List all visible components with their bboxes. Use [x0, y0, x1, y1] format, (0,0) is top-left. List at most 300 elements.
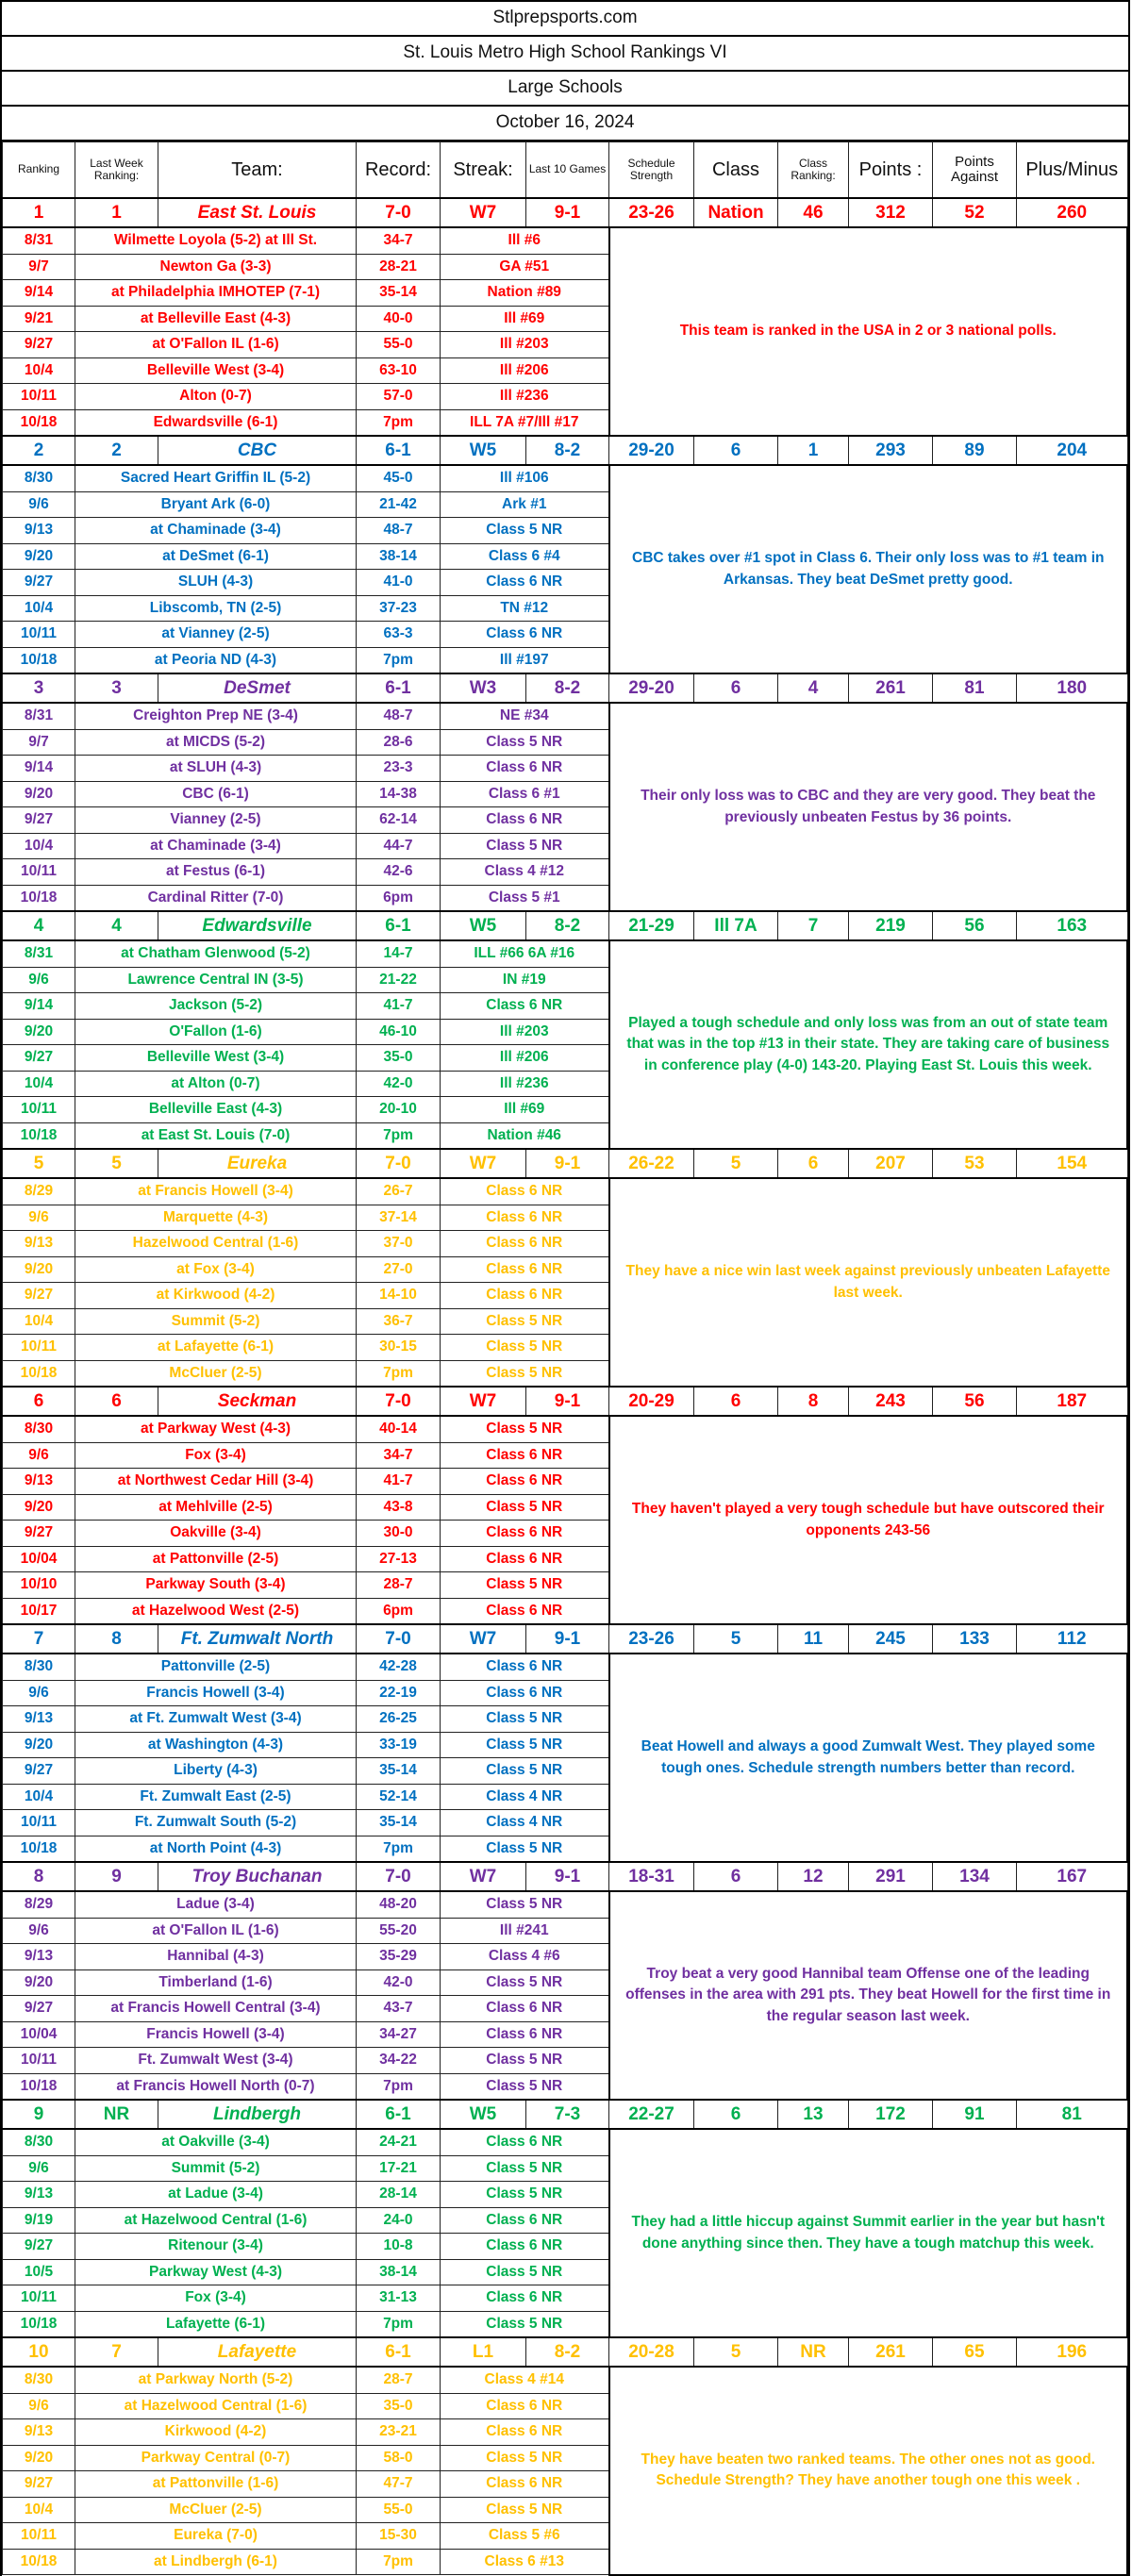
- game-opponent: at Alton (0-7): [75, 1071, 357, 1097]
- game-date: 9/20: [3, 1256, 75, 1283]
- game-date: 9/20: [3, 543, 75, 570]
- game-opponent: at Kirkwood (4-2): [75, 1283, 357, 1309]
- game-opponent: at Philadelphia IMHOTEP (7-1): [75, 280, 357, 307]
- class-ranking: 46: [778, 198, 849, 227]
- site-name: Stlprepsports.com: [2, 0, 1128, 37]
- class-ranking: 12: [778, 1862, 849, 1891]
- game-score: 44-7: [357, 833, 441, 859]
- opponent-rank: Class 6 NR: [441, 2207, 609, 2234]
- opponent-rank: Nation #89: [441, 280, 609, 307]
- game-opponent: Summit (5-2): [75, 1308, 357, 1335]
- game-score: 28-7: [357, 1572, 441, 1599]
- game-row: [3, 1891, 1128, 1918]
- game-date: 9/27: [3, 2234, 75, 2260]
- game-score: 57-0: [357, 384, 441, 410]
- points-for: 291: [849, 1862, 933, 1891]
- team-note: Played a tough schedule and only loss was from an out of state team that was in the top #13 in their state. They are taking care of business in conference play (4-0) 143-20. Playing East St. Louis this week.: [609, 940, 1128, 1149]
- game-date: 10/4: [3, 595, 75, 622]
- game-opponent: Hazelwood Central (1-6): [75, 1231, 357, 1257]
- team-class: 5: [694, 1149, 778, 1178]
- game-score: 30-15: [357, 1335, 441, 1361]
- col-plus-minus: Plus/Minus: [1017, 142, 1128, 199]
- team-name: CBC: [158, 436, 357, 465]
- game-date: 9/6: [3, 2393, 75, 2419]
- opponent-rank: Class 5 NR: [441, 1706, 609, 1733]
- game-date: 9/13: [3, 1231, 75, 1257]
- team-class: Ill 7A: [694, 911, 778, 940]
- game-opponent: Sacred Heart Griffin IL (5-2): [75, 465, 357, 491]
- game-date: 9/6: [3, 1205, 75, 1231]
- team-streak: W7: [441, 1387, 526, 1416]
- game-score: 26-7: [357, 1178, 441, 1205]
- last-10-games: 8-2: [526, 2337, 609, 2367]
- game-date: 9/20: [3, 1969, 75, 1996]
- game-date: 8/31: [3, 227, 75, 254]
- team-summary-row: [3, 436, 1128, 465]
- opponent-rank: Class 5 #1: [441, 885, 609, 911]
- game-score: 15-30: [357, 2523, 441, 2550]
- points-for: 312: [849, 198, 933, 227]
- class-ranking: 4: [778, 673, 849, 703]
- game-date: 10/11: [3, 859, 75, 886]
- game-opponent: Parkway West (4-3): [75, 2259, 357, 2285]
- last-10-games: 9-1: [526, 1624, 609, 1654]
- team-class: 6: [694, 436, 778, 465]
- game-score: 34-7: [357, 227, 441, 254]
- points-against: 56: [933, 1387, 1017, 1416]
- opponent-rank: Class 6 #1: [441, 781, 609, 807]
- last-week-ranking: 5: [75, 1149, 158, 1178]
- opponent-rank: Class 6 NR: [441, 756, 609, 782]
- game-opponent: SLUH (4-3): [75, 570, 357, 596]
- game-date: 9/6: [3, 2155, 75, 2182]
- game-date: 9/20: [3, 1732, 75, 1758]
- game-score: 24-21: [357, 2129, 441, 2155]
- game-score: 28-14: [357, 2182, 441, 2208]
- game-score: 22-19: [357, 1680, 441, 1706]
- col-last-week: Last Week Ranking:: [75, 142, 158, 199]
- game-score: 34-7: [357, 1442, 441, 1469]
- game-opponent: at Lafayette (6-1): [75, 1335, 357, 1361]
- opponent-rank: Ill #106: [441, 465, 609, 491]
- game-opponent: Wilmette Loyola (5-2) at Ill St.: [75, 227, 357, 254]
- game-opponent: Creighton Prep NE (3-4): [75, 703, 357, 729]
- game-score: 26-25: [357, 1706, 441, 1733]
- team-name: Eureka: [158, 1149, 357, 1178]
- points-for: 172: [849, 2100, 933, 2129]
- game-score: 6pm: [357, 885, 441, 911]
- game-score: 7pm: [357, 1122, 441, 1149]
- class-ranking: 6: [778, 1149, 849, 1178]
- team-class: 6: [694, 673, 778, 703]
- game-date: 9/27: [3, 2471, 75, 2498]
- game-date: 9/27: [3, 1758, 75, 1785]
- game-opponent: Ladue (3-4): [75, 1891, 357, 1918]
- game-date: 9/27: [3, 1283, 75, 1309]
- game-date: 10/18: [3, 885, 75, 911]
- opponent-rank: Class 5 NR: [441, 2073, 609, 2100]
- game-date: 9/14: [3, 280, 75, 307]
- last-week-ranking: 8: [75, 1624, 158, 1654]
- game-row: [3, 1178, 1128, 1205]
- opponent-rank: Ill #197: [441, 647, 609, 673]
- game-date: 9/13: [3, 2182, 75, 2208]
- points-against: 56: [933, 911, 1017, 940]
- team-note: Troy beat a very good Hannibal team Offense one of the leading offenses in the area with 291 pts. They beat Howell for the first time in the regular season last week.: [609, 1891, 1128, 2100]
- class-ranking: 8: [778, 1387, 849, 1416]
- team-summary-row: [3, 1387, 1128, 1416]
- opponent-rank: Class 5 NR: [441, 2311, 609, 2337]
- points-against: 134: [933, 1862, 1017, 1891]
- game-date: 9/27: [3, 1045, 75, 1072]
- team-summary-row: [3, 2337, 1128, 2367]
- game-score: 7pm: [357, 647, 441, 673]
- game-opponent: at Chatham Glenwood (5-2): [75, 940, 357, 967]
- game-score: 17-21: [357, 2155, 441, 2182]
- team-summary-row: [3, 673, 1128, 703]
- opponent-rank: Class 6 NR: [441, 2393, 609, 2419]
- game-opponent: Belleville West (3-4): [75, 1045, 357, 1072]
- game-date: 9/20: [3, 1494, 75, 1521]
- opponent-rank: Class 5 NR: [441, 1891, 609, 1918]
- opponent-rank: Class 6 NR: [441, 2021, 609, 2048]
- game-date: 9/27: [3, 1521, 75, 1547]
- game-opponent: Pattonville (2-5): [75, 1654, 357, 1680]
- game-date: 10/10: [3, 1572, 75, 1599]
- game-opponent: Hannibal (4-3): [75, 1944, 357, 1970]
- game-row: [3, 227, 1128, 254]
- game-opponent: O'Fallon (1-6): [75, 1019, 357, 1045]
- game-score: 55-20: [357, 1918, 441, 1944]
- game-score: 58-0: [357, 2445, 441, 2471]
- opponent-rank: Ill #69: [441, 1097, 609, 1123]
- col-class: Class: [694, 142, 778, 199]
- game-date: 10/18: [3, 2073, 75, 2100]
- game-date: 10/18: [3, 1836, 75, 1862]
- game-score: 31-13: [357, 2285, 441, 2312]
- game-opponent: at Hazelwood West (2-5): [75, 1598, 357, 1624]
- last-10-games: 9-1: [526, 1387, 609, 1416]
- game-date: 9/14: [3, 993, 75, 1020]
- col-team: Team:: [158, 142, 357, 199]
- game-opponent: Ft. Zumwalt South (5-2): [75, 1810, 357, 1836]
- class-ranking: 11: [778, 1624, 849, 1654]
- last-week-ranking: 4: [75, 911, 158, 940]
- points-for: 219: [849, 911, 933, 940]
- game-date: 9/7: [3, 729, 75, 756]
- opponent-rank: Class 5 NR: [441, 729, 609, 756]
- game-score: 42-6: [357, 859, 441, 886]
- class-ranking: NR: [778, 2337, 849, 2367]
- opponent-rank: Class 6 NR: [441, 1546, 609, 1572]
- game-date: 8/30: [3, 1416, 75, 1442]
- game-opponent: at O'Fallon IL (1-6): [75, 1918, 357, 1944]
- game-date: 10/18: [3, 1360, 75, 1387]
- opponent-rank: Class 5 NR: [441, 1572, 609, 1599]
- game-score: 36-7: [357, 1308, 441, 1335]
- date-label: October 16, 2024: [2, 107, 1128, 141]
- game-date: 10/18: [3, 409, 75, 436]
- col-class-ranking: Class Ranking:: [778, 142, 849, 199]
- game-date: 10/18: [3, 1122, 75, 1149]
- game-date: 9/20: [3, 1019, 75, 1045]
- game-score: 34-22: [357, 2048, 441, 2074]
- game-opponent: at Lindbergh (6-1): [75, 2549, 357, 2575]
- game-date: 8/31: [3, 703, 75, 729]
- opponent-rank: Class 6 NR: [441, 2285, 609, 2312]
- col-streak: Streak:: [441, 142, 526, 199]
- game-score: 14-38: [357, 781, 441, 807]
- team-note: Their only loss was to CBC and they are very good. They beat the previously unbeaten Festus by 36 points.: [609, 703, 1128, 911]
- points-against: 65: [933, 2337, 1017, 2367]
- team-name: Seckman: [158, 1387, 357, 1416]
- last-week-ranking: 7: [75, 2337, 158, 2367]
- opponent-rank: Class 4 #12: [441, 859, 609, 886]
- game-date: 10/18: [3, 2311, 75, 2337]
- game-date: 9/20: [3, 2445, 75, 2471]
- team-streak: W3: [441, 673, 526, 703]
- team-summary-row: [3, 1862, 1128, 1891]
- last-week-ranking: 9: [75, 1862, 158, 1891]
- game-date: 10/4: [3, 1071, 75, 1097]
- opponent-rank: Class 5 #6: [441, 2523, 609, 2550]
- game-opponent: at Pattonville (2-5): [75, 1546, 357, 1572]
- game-opponent: Alton (0-7): [75, 384, 357, 410]
- schedule-strength: 18-31: [609, 1862, 694, 1891]
- game-opponent: McCluer (2-5): [75, 2497, 357, 2523]
- game-opponent: at Parkway North (5-2): [75, 2367, 357, 2393]
- game-score: 27-0: [357, 1256, 441, 1283]
- game-opponent: at Mehlville (2-5): [75, 1494, 357, 1521]
- game-score: 7pm: [357, 409, 441, 436]
- team-ranking: 6: [3, 1387, 75, 1416]
- schedule-strength: 22-27: [609, 2100, 694, 2129]
- game-opponent: at Chaminade (3-4): [75, 833, 357, 859]
- plus-minus: 167: [1017, 1862, 1128, 1891]
- opponent-rank: Class 6 NR: [441, 1469, 609, 1495]
- game-date: 9/13: [3, 518, 75, 544]
- game-date: 10/11: [3, 2285, 75, 2312]
- game-opponent: Belleville West (3-4): [75, 357, 357, 384]
- game-score: 48-7: [357, 518, 441, 544]
- game-opponent: at Ft. Zumwalt West (3-4): [75, 1706, 357, 1733]
- game-date: 9/27: [3, 1996, 75, 2022]
- game-score: 10-8: [357, 2234, 441, 2260]
- team-name: Lafayette: [158, 2337, 357, 2367]
- team-record: 7-0: [357, 198, 441, 227]
- game-score: 48-20: [357, 1891, 441, 1918]
- schedule-strength: 20-29: [609, 1387, 694, 1416]
- game-opponent: at Fox (3-4): [75, 1256, 357, 1283]
- game-date: 9/6: [3, 1680, 75, 1706]
- col-points: Points :: [849, 142, 933, 199]
- game-opponent: at O'Fallon IL (1-6): [75, 332, 357, 358]
- team-class: 6: [694, 2100, 778, 2129]
- team-record: 7-0: [357, 1862, 441, 1891]
- points-for: 207: [849, 1149, 933, 1178]
- game-opponent: Bryant Ark (6-0): [75, 491, 357, 518]
- page-title: St. Louis Metro High School Rankings VI: [2, 37, 1128, 72]
- team-ranking: 10: [3, 2337, 75, 2367]
- game-row: [3, 1654, 1128, 1680]
- opponent-rank: Class 5 NR: [441, 1758, 609, 1785]
- team-summary-row: [3, 198, 1128, 227]
- opponent-rank: Class 6 NR: [441, 2471, 609, 2498]
- game-score: 30-0: [357, 1521, 441, 1547]
- opponent-rank: Ark #1: [441, 491, 609, 518]
- game-date: 8/30: [3, 465, 75, 491]
- team-note: Beat Howell and always a good Zumwalt West. They played some tough ones. Schedule strength numbers better than record.: [609, 1654, 1128, 1862]
- game-score: 21-42: [357, 491, 441, 518]
- game-score: 45-0: [357, 465, 441, 491]
- team-class: 5: [694, 1624, 778, 1654]
- game-opponent: Edwardsville (6-1): [75, 409, 357, 436]
- game-opponent: at Ladue (3-4): [75, 2182, 357, 2208]
- team-class: 6: [694, 1387, 778, 1416]
- game-score: 28-7: [357, 2367, 441, 2393]
- game-score: 40-14: [357, 1416, 441, 1442]
- game-opponent: at Washington (4-3): [75, 1732, 357, 1758]
- game-score: 7pm: [357, 2073, 441, 2100]
- game-score: 43-7: [357, 1996, 441, 2022]
- opponent-rank: Class 5 NR: [441, 1494, 609, 1521]
- team-streak: W7: [441, 1862, 526, 1891]
- game-score: 14-10: [357, 1283, 441, 1309]
- game-opponent: at Belleville East (4-3): [75, 306, 357, 332]
- plus-minus: 81: [1017, 2100, 1128, 2129]
- opponent-rank: Class 5 NR: [441, 2155, 609, 2182]
- game-date: 9/13: [3, 1469, 75, 1495]
- opponent-rank: Class 5 NR: [441, 1416, 609, 1442]
- opponent-rank: Class 5 NR: [441, 1732, 609, 1758]
- game-opponent: Parkway South (3-4): [75, 1572, 357, 1599]
- team-streak: W7: [441, 1624, 526, 1654]
- last-week-ranking: 2: [75, 436, 158, 465]
- game-opponent: Ft. Zumwalt East (2-5): [75, 1784, 357, 1810]
- opponent-rank: Class 6 NR: [441, 622, 609, 648]
- game-opponent: Francis Howell (3-4): [75, 1680, 357, 1706]
- opponent-rank: Ill #69: [441, 306, 609, 332]
- game-score: 28-6: [357, 729, 441, 756]
- plus-minus: 196: [1017, 2337, 1128, 2367]
- opponent-rank: Ill #6: [441, 227, 609, 254]
- game-score: 41-7: [357, 993, 441, 1020]
- game-date: 10/17: [3, 1598, 75, 1624]
- game-date: 10/04: [3, 2021, 75, 2048]
- game-score: 62-14: [357, 807, 441, 834]
- points-for: 261: [849, 2337, 933, 2367]
- game-score: 14-7: [357, 940, 441, 967]
- game-score: 47-7: [357, 2471, 441, 2498]
- last-10-games: 9-1: [526, 198, 609, 227]
- last-week-ranking: NR: [75, 2100, 158, 2129]
- game-date: 10/4: [3, 1308, 75, 1335]
- game-opponent: Fox (3-4): [75, 1442, 357, 1469]
- game-date: 10/11: [3, 1335, 75, 1361]
- game-date: 10/4: [3, 357, 75, 384]
- team-ranking: 7: [3, 1624, 75, 1654]
- team-record: 7-0: [357, 1387, 441, 1416]
- plus-minus: 204: [1017, 436, 1128, 465]
- game-date: 9/27: [3, 570, 75, 596]
- team-ranking: 2: [3, 436, 75, 465]
- points-against: 53: [933, 1149, 1017, 1178]
- team-class: 5: [694, 2337, 778, 2367]
- game-date: 10/11: [3, 1810, 75, 1836]
- team-streak: W5: [441, 2100, 526, 2129]
- game-score: 42-28: [357, 1654, 441, 1680]
- last-10-games: 8-2: [526, 673, 609, 703]
- last-week-ranking: 3: [75, 673, 158, 703]
- game-date: 9/14: [3, 756, 75, 782]
- game-date: 10/4: [3, 1784, 75, 1810]
- last-week-ranking: 6: [75, 1387, 158, 1416]
- opponent-rank: Class 6 NR: [441, 807, 609, 834]
- game-score: 42-0: [357, 1071, 441, 1097]
- team-record: 6-1: [357, 673, 441, 703]
- opponent-rank: GA #51: [441, 254, 609, 280]
- game-date: 10/11: [3, 2523, 75, 2550]
- game-opponent: Belleville East (4-3): [75, 1097, 357, 1123]
- schedule-strength: 23-26: [609, 198, 694, 227]
- team-record: 6-1: [357, 2337, 441, 2367]
- team-note: This team is ranked in the USA in 2 or 3 national polls.: [609, 227, 1128, 436]
- game-opponent: Liberty (4-3): [75, 1758, 357, 1785]
- rankings-table: [2, 141, 1128, 2576]
- plus-minus: 187: [1017, 1387, 1128, 1416]
- team-name: Edwardsville: [158, 911, 357, 940]
- team-ranking: 4: [3, 911, 75, 940]
- team-ranking: 9: [3, 2100, 75, 2129]
- game-score: 20-10: [357, 1097, 441, 1123]
- game-date: 10/11: [3, 1097, 75, 1123]
- game-date: 8/29: [3, 1178, 75, 1205]
- plus-minus: 260: [1017, 198, 1128, 227]
- game-opponent: Ft. Zumwalt West (3-4): [75, 2048, 357, 2074]
- last-10-games: 8-2: [526, 911, 609, 940]
- last-10-games: 7-3: [526, 2100, 609, 2129]
- class-ranking: 13: [778, 2100, 849, 2129]
- opponent-rank: Ill #203: [441, 1019, 609, 1045]
- team-streak: W5: [441, 436, 526, 465]
- game-opponent: at Chaminade (3-4): [75, 518, 357, 544]
- game-date: 9/6: [3, 967, 75, 993]
- opponent-rank: Class 5 NR: [441, 2259, 609, 2285]
- team-note: They have beaten two ranked teams. The other ones not as good. Schedule Strength? They have another tough one this week .: [609, 2367, 1128, 2575]
- game-score: 27-13: [357, 1546, 441, 1572]
- table-body: [3, 198, 1128, 2575]
- opponent-rank: NE #34: [441, 703, 609, 729]
- plus-minus: 154: [1017, 1149, 1128, 1178]
- opponent-rank: Class 4 NR: [441, 1810, 609, 1836]
- opponent-rank: Class 6 NR: [441, 1598, 609, 1624]
- opponent-rank: Class 4 NR: [441, 1784, 609, 1810]
- opponent-rank: Ill #236: [441, 384, 609, 410]
- col-ranking: Ranking: [3, 142, 75, 199]
- schedule-strength: 20-28: [609, 2337, 694, 2367]
- game-opponent: Parkway Central (0-7): [75, 2445, 357, 2471]
- game-opponent: at Francis Howell Central (3-4): [75, 1996, 357, 2022]
- game-row: [3, 1416, 1128, 1442]
- opponent-rank: Class 5 NR: [441, 2182, 609, 2208]
- game-score: 6pm: [357, 1598, 441, 1624]
- game-date: 10/04: [3, 1546, 75, 1572]
- game-date: 10/4: [3, 2497, 75, 2523]
- game-opponent: Jackson (5-2): [75, 993, 357, 1020]
- opponent-rank: Class 6 #13: [441, 2549, 609, 2575]
- game-opponent: at MICDS (5-2): [75, 729, 357, 756]
- game-date: 9/21: [3, 306, 75, 332]
